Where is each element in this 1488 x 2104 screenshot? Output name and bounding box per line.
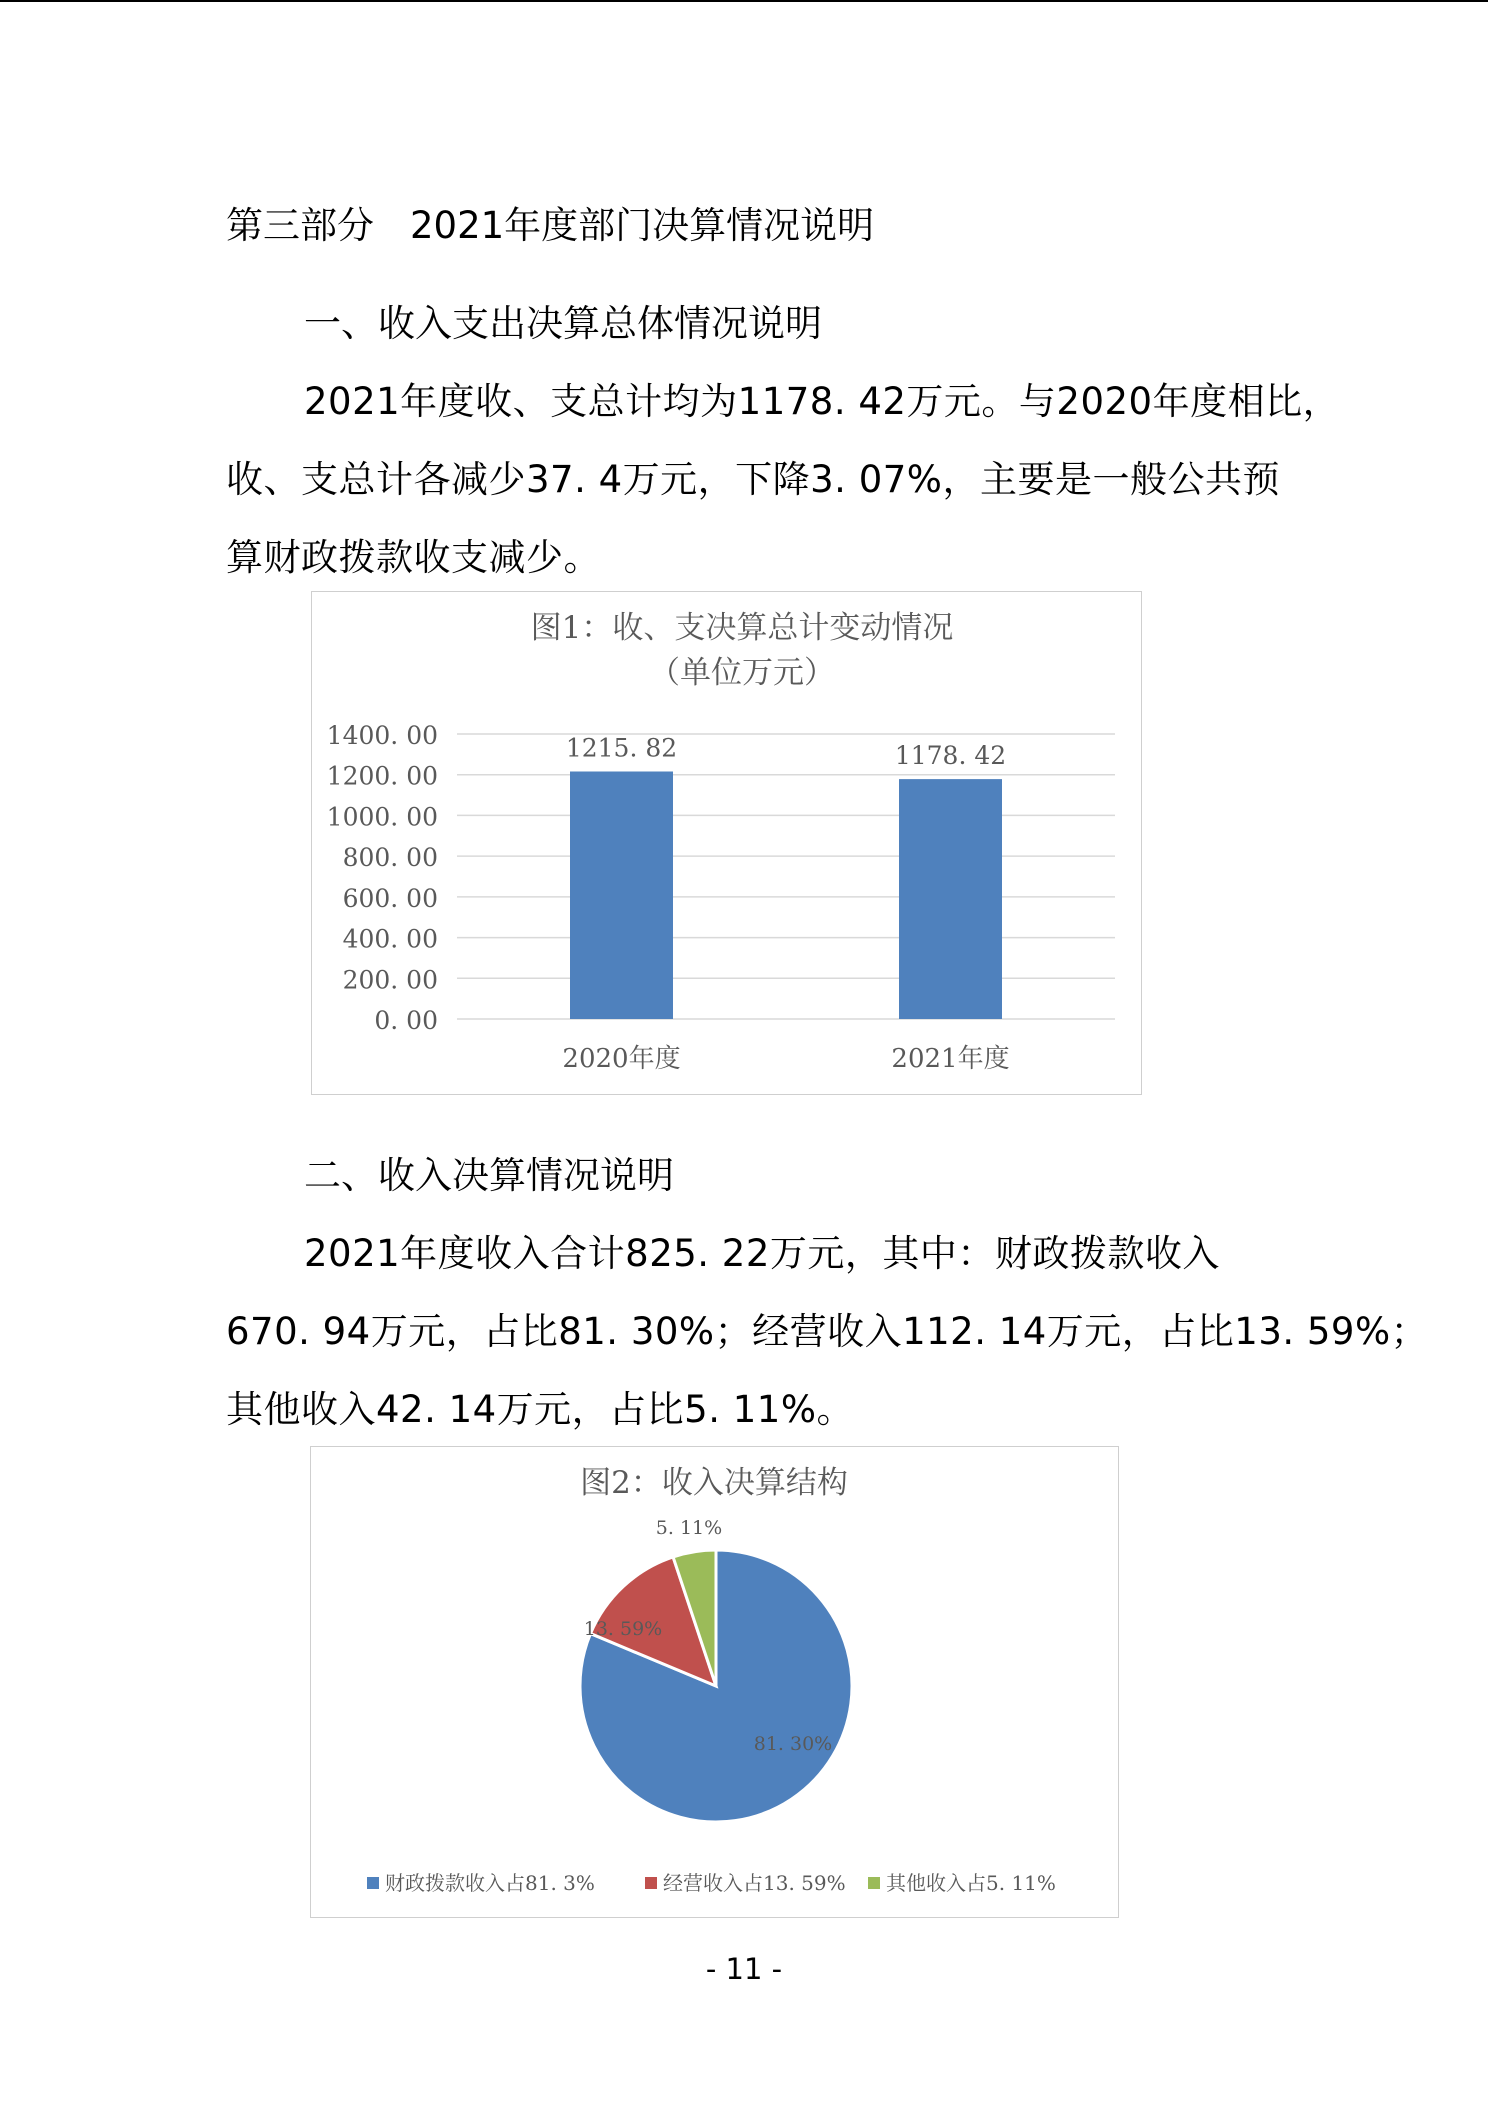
page-heading — [226, 196, 874, 256]
pie-chart-legend — [367, 1871, 1056, 1895]
pie-chart-title: 图2：收入决算结构 — [580, 1465, 848, 1501]
section1-paragraph — [226, 363, 1341, 597]
pie-chart-frame — [310, 1446, 1119, 1918]
pie-data-label: 81. 30% — [753, 1733, 833, 1755]
y-tick-label: 1000. 00 — [326, 802, 438, 832]
bar-chart-y-axis — [327, 721, 438, 1035]
legend-swatch — [868, 1877, 880, 1889]
legend-label: 财政拨款收入占81. 3% — [385, 1871, 595, 1895]
section1-line-1: 2021年度收、支总计均为1178. 42万元。与2020年度相比， — [304, 380, 1341, 423]
pie-chart-slices — [580, 1550, 852, 1822]
y-tick-label: 800. 00 — [342, 843, 438, 873]
y-tick-label: 1200. 00 — [326, 761, 438, 791]
legend-swatch — [645, 1877, 657, 1889]
bar — [899, 779, 1002, 1019]
bar-data-label: 1178. 42 — [894, 741, 1007, 771]
y-tick-label: 1400. 00 — [326, 721, 438, 750]
section2-line-1: 2021年度收入合计825. 22万元，其中：财政拨款收入 — [304, 1232, 1220, 1275]
pie-data-label: 13. 59% — [583, 1618, 663, 1640]
pie-chart — [311, 1447, 1118, 1917]
top-border — [0, 0, 1488, 2]
bar-chart-frame — [311, 591, 1142, 1095]
y-tick-label: 200. 00 — [342, 965, 438, 995]
y-tick-label: 0. 00 — [374, 1006, 438, 1035]
heading-title: 2021年度部门决算情况说明 — [410, 204, 875, 247]
legend-swatch — [367, 1877, 379, 1889]
section1-title: 一、收入支出决算总体情况说明 — [304, 302, 822, 345]
heading-part: 第三部分 — [226, 204, 374, 247]
section1-line-2: 收、支总计各减少37. 4万元，下降3. 07%，主要是一般公共预 — [226, 458, 1280, 501]
section2-line-2: 670. 94万元，占比81. 30%；经营收入112. 14万元，占比13. 59%； — [226, 1310, 1429, 1353]
bar-chart-x-axis — [562, 1044, 1009, 1074]
section1-line-3: 算财政拨款收支减少。 — [226, 536, 601, 579]
page-number: - 11 - — [705, 1952, 783, 1986]
x-tick-label: 2021年度 — [891, 1044, 1010, 1074]
bar-chart — [312, 592, 1141, 1094]
legend-label: 其他收入占5. 11% — [886, 1871, 1056, 1895]
bar-chart-gridlines — [457, 734, 1115, 1019]
section2-paragraph — [226, 1215, 1429, 1449]
y-tick-label: 400. 00 — [342, 924, 438, 954]
section2-title: 二、收入决算情况说明 — [304, 1154, 674, 1197]
y-tick-label: 600. 00 — [342, 883, 438, 913]
legend-label: 经营收入占13. 59% — [663, 1871, 846, 1895]
section2-line-3: 其他收入42. 14万元，占比5. 11%。 — [226, 1388, 854, 1431]
x-tick-label: 2020年度 — [562, 1044, 681, 1074]
bar-chart-bars — [566, 733, 1006, 1019]
pie-data-label: 5. 11% — [655, 1517, 723, 1539]
bar-data-label: 1215. 82 — [565, 733, 678, 763]
bar-chart-subtitle: （单位万元） — [649, 655, 835, 691]
bar-chart-title: 图1：收、支决算总计变动情况 — [530, 610, 954, 646]
bar — [570, 771, 673, 1019]
